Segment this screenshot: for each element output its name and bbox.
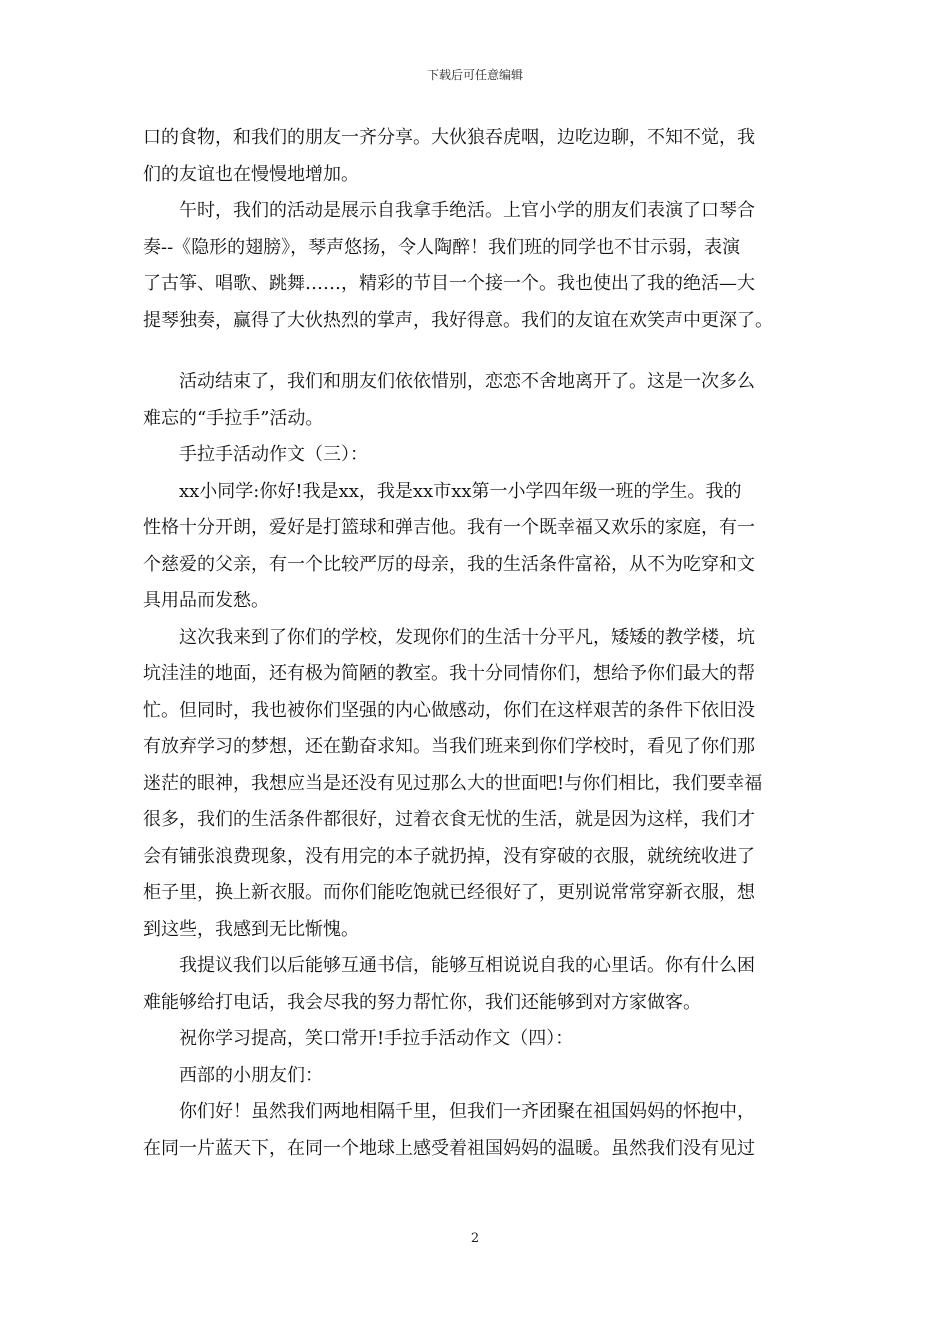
text-line: 了古筝、唱歌、跳舞……，精彩的节目一个接一个。我也使出了我的绝活—大 [143, 273, 755, 294]
text-line: 忙。但同时，我也被你们坚强的内心做感动，你们在这样艰苦的条件下依旧没 [143, 699, 755, 721]
text-line: 有放弃学习的梦想，还在勤奋求知。当我们班来到你们学校时，看见了你们那 [143, 736, 755, 757]
text-line: 你们好！虽然我们两地相隔千里，但我们一齐团聚在祖国妈妈的怀抱中， [179, 1101, 755, 1122]
text-line: 坑洼洼的地面，还有极为简陋的教室。我十分同情你们，想给予你们最大的帮 [143, 663, 755, 684]
text-line: 个慈爱的父亲，有一个比较严厉的母亲，我的生活条件富裕，从不为吃穿和文 [143, 553, 755, 575]
text-line: 难能够给打电话，我会尽我的努力帮忙你，我们还能够到对方家做客。 [143, 991, 701, 1013]
text-line: 性格十分开朗，爱好是打篮球和弹吉他。我有一个既幸福又欢乐的家庭，有一 [143, 517, 755, 538]
text-line: 柜子里，换上新衣服。而你们能吃饱就已经很好了，更别说常常穿新衣服，想 [143, 882, 755, 903]
header-text: 下载后可任意编辑 [426, 68, 523, 82]
text-line: 我提议我们以后能够互通书信，能够互相说说自我的心里话。你有什么困 [179, 955, 755, 976]
text-line: 口的食物，和我们的朋友一齐分享。大伙狼吞虎咽，边吃边聊，不知不觉，我 [143, 127, 755, 148]
text-line: 迷茫的眼神，我想应当是还没有见过那么大的世面吧!与你们相比，我们要幸福 [143, 772, 763, 794]
text-line: xx小同学:你好!我是xx，我是xx市xx第一小学四年级一班的学生。我的 [179, 480, 742, 502]
text-line: 奏--《隐形的翅膀》，琴声悠扬，令人陶醉！我们班的同学也不甘示弱，表演 [143, 236, 741, 258]
page-header [0, 66, 950, 83]
text-line: 难忘的“手拉手”活动。 [143, 407, 324, 429]
text-line: 们的友谊也在慢慢地增加。 [143, 163, 359, 185]
text-line: 活动结束了，我们和朋友们依依惜别，恋恋不舍地离开了。这是一次多么 [179, 371, 755, 392]
text-line: 到这些，我感到无比惭愧。 [143, 918, 359, 940]
text-line: 很多，我们的生活条件都很好，过着衣食无忧的生活，就是因为这样，我们才 [143, 809, 755, 830]
page-number: 2 [470, 1231, 480, 1246]
text-line: 祝你学习提高，笑口常开!手拉手活动作文（四）： [179, 1028, 574, 1049]
text-line: 在同一片蓝天下，在同一个地球上感受着祖国妈妈的温暖。虽然我们没有见过 [143, 1137, 755, 1159]
text-line: 午时，我们的活动是展示自我拿手绝活。上官小学的朋友们表演了口琴合 [179, 200, 755, 221]
page-footer [0, 1231, 950, 1246]
text-line: 具用品而发愁。 [143, 590, 269, 611]
document-body [143, 120, 813, 1167]
text-line: 提琴独奏，赢得了大伙热烈的掌声，我好得意。我们的友谊在欢笑声中更深了。 [143, 309, 773, 331]
text-line: 会有铺张浪费现象，没有用完的本子就扔掉，没有穿破的衣服，就统统收进了 [143, 845, 755, 867]
text-line: 西部的小朋友们： [179, 1064, 323, 1086]
text-line: 手拉手活动作文（三）： [179, 444, 368, 465]
text-line: 这次我来到了你们的学校，发现你们的生活十分平凡，矮矮的教学楼，坑 [179, 626, 755, 648]
